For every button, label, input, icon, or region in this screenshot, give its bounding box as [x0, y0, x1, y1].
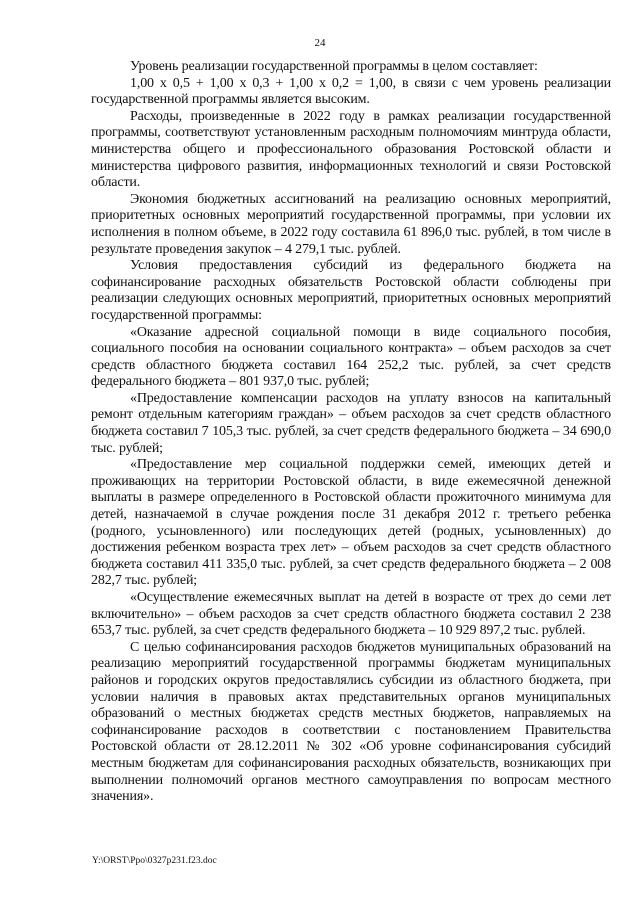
- paragraph-family-support: «Предоставление мер социальной поддержки семей, имеющих детей и проживающих на территории Ростовской области, в виде ежемесячной денежной выплаты в размере определенного в Ростовской области прожиточного минимума для детей, назначаемой в случае рождения после 31 декабря 2012 г. третьего ребенка (родного, усыновленного) или последующих детей (родных, усыновленных) до достижения ребенком возраста трех лет» – объем расходов за счет средств областного бюджета составил 411 335,0 тыс. рублей, за счет средств федерального бюджета – 2 008 282,7 тыс. рублей;: [91, 457, 611, 589]
- page-number: 24: [314, 37, 326, 49]
- footer-file-path: Y:\ORST\Ppo\0327p231.f23.doc: [92, 856, 217, 866]
- paragraph-expenses: Расходы, произведенные в 2022 году в рамках реализации государственной программы, соответствуют установленным расходным полномочиям минтруда области, министерства общего и профессионального образования Ростовской области и министерства цифрового развития, информационных технологий и связи Ростовской области.: [91, 108, 611, 191]
- paragraph-program-level-formula: 1,00 х 0,5 + 1,00 х 0,3 + 1,00 х 0,2 = 1,00, в связи с чем уровень реализации государственной программы является высоким.: [91, 75, 611, 108]
- paragraph-repair-compensation: «Предоставление компенсации расходов на уплату взносов на капитальный ремонт отдельным категориям граждан» – объем расходов за счет средств областного бюджета составил 7 105,3 тыс. рублей, за счет средств федерального бюджета – 34 690,0 тыс. рублей;: [91, 390, 611, 456]
- paragraph-subsidy-conditions: Условия предоставления субсидий из федерального бюджета на софинансирование расходных обязательств Ростовской области соблюдены при реализации следующих основных мероприятий, приоритетных основных мероприятий государственной программы:: [91, 258, 611, 323]
- document-body: [91, 59, 611, 806]
- paragraph-monthly-child-payments: «Осуществление ежемесячных выплат на детей в возрасте от трех до семи лет включительно» – объем расходов за счет средств областного бюджета составил 2 238 653,7 тыс. рублей, за счет средств федерального бюджета – 10 929 897,2 тыс. рублей.: [91, 590, 611, 639]
- paragraph-savings: Экономия бюджетных ассигнований на реализацию основных мероприятий, приоритетных основных мероприятий государственной программы, при условии их исполнения в полном объеме, в 2022 году составила 61 896,0 тыс. рублей, в том числе в результате проведения закупок – 4 279,1 тыс. рублей.: [91, 191, 611, 257]
- paragraph-municipal-cofinancing: С целью софинансирования расходов бюджетов муниципальных образований на реализацию мероприятий государственной программы бюджетам муниципальных районов и городских округов предоставлялись субсидии из областного бюджета, при условии наличия в правовых актах представительных органов муниципальных образований о местных бюджетах средств местных бюджетов, направляемых на софинансирование расходов в соответствии с постановлением Правительства Ростовской области от 28.12.2011 № 302 «Об уровне софинансирования субсидий местным бюджетам для софинансирования расходных обязательств, возникающих при выполнении полномочий органов местного самоуправления по вопросам местного значения».: [91, 639, 611, 805]
- paragraph-program-level-intro: Уровень реализации государственной программы в целом составляет:: [130, 59, 538, 74]
- paragraph-social-assistance: «Оказание адресной социальной помощи в виде социального пособия, социального пособия на основании социального контракта» – объем расходов за счет средств областного бюджета составил 164 252,2 тыс. рублей, за счет средств федерального бюджета – 801 937,0 тыс. рублей;: [91, 324, 611, 390]
